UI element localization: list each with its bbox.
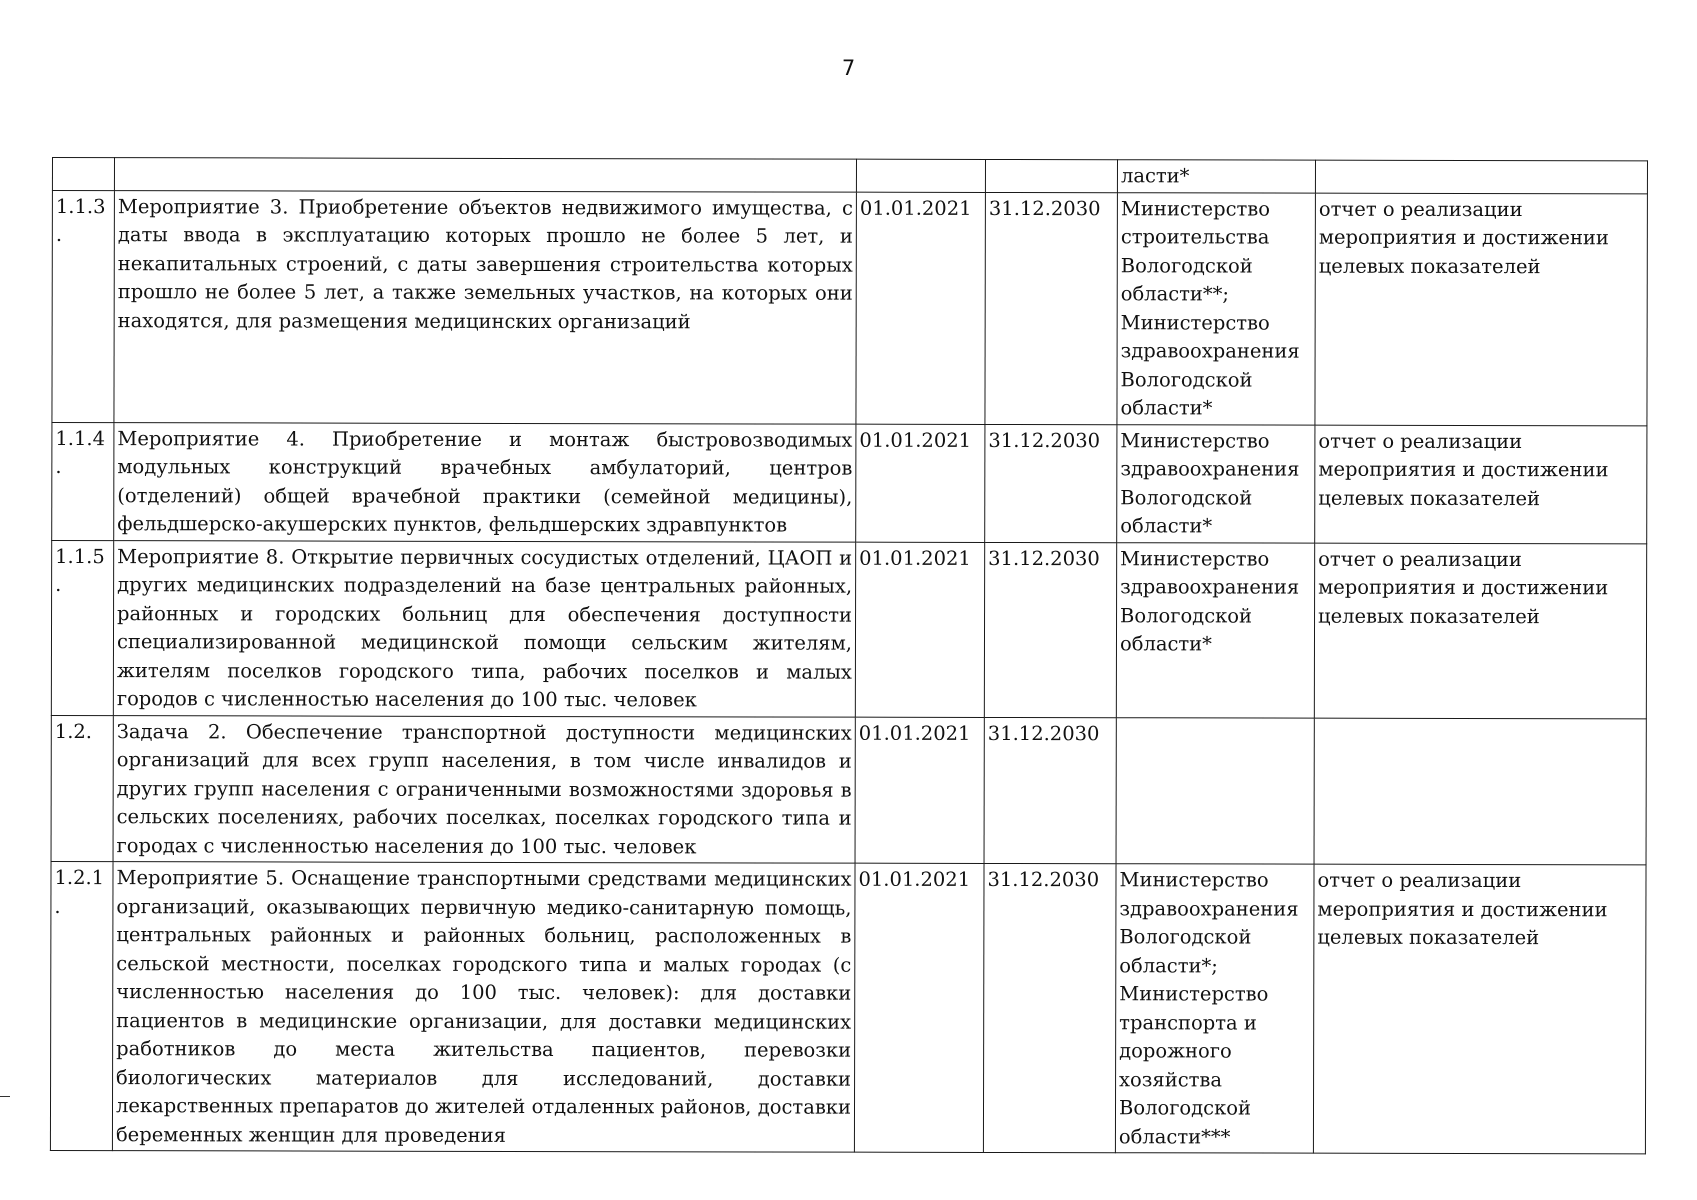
row-number: 1.2.: [51, 715, 113, 862]
measure-name: Мероприятие 4. Приобретение и монтаж быстровозводимых модульных конструкций врачебных амбулаторий, центров (отделений) общей врачебной практики (семейной медицины), фельдшерско-акушерских пунктов, фельдшерских здравпунктов: [114, 422, 856, 542]
end-date: 31.12.2030: [984, 717, 1116, 864]
margin-tick-mark: [0, 1096, 10, 1097]
responsible-executor: Министерство здравоохранения Вологодской области*: [1117, 424, 1315, 542]
expected-result: отчет о реализации мероприятия и достижении целевых показателей: [1315, 425, 1647, 544]
expected-result: [1314, 718, 1646, 865]
start-date: 01.01.2021: [854, 863, 984, 1152]
measure-name: Задача 2. Обеспечение транспортной доступности медицинских организаций для всех групп населения, в том числе инвалидов и других групп населения с ограниченными возможностями здоровья в сельских поселениях, рабочих поселках, поселках городского типа и городах с численностью населения до 100 тыс. человек: [113, 715, 855, 863]
start-date: [856, 159, 985, 192]
table-row: [52, 158, 1647, 194]
row-number: 1.1.3.: [52, 190, 114, 422]
end-date: [985, 159, 1117, 192]
start-date: 01.01.2021: [855, 717, 984, 864]
table-row: [51, 715, 1646, 865]
row-number: 1.2.1.: [50, 861, 113, 1150]
end-date: 31.12.2030: [985, 424, 1117, 542]
table-row: [50, 861, 1646, 1153]
table-row: [52, 422, 1647, 543]
expected-result: отчет о реализации мероприятия и достижении целевых показателей: [1313, 864, 1646, 1154]
measure-name: Мероприятие 3. Приобретение объектов недвижимого имущества, с даты ввода в эксплуатацию которых прошло не более 5 лет, и некапитальных строений, с даты завершения строительства которых прошло не более 5 лет, а также земельных участков, на которых они находятся, для размещения медицинских организаций: [114, 190, 856, 424]
measure-name: Мероприятие 8. Открытие первичных сосудистых отделений, ЦАОП и других медицинских подразделений на базе центральных районных, районных и городских больниц для обеспечения доступности специализированной медицинской помощи сельским жителям, жителям поселков городского типа, рабочих поселков и малых городов с численностью населения до 100 тыс. человек: [113, 540, 855, 717]
row-number: 1.1.5.: [51, 540, 113, 715]
page-number: 7: [841, 56, 856, 80]
table-row: [51, 540, 1646, 718]
expected-result: [1315, 160, 1647, 193]
responsible-executor: Министерство строительства Вологодской области**; Министерство здравоохранения Вологодской области*: [1117, 192, 1315, 424]
responsible-executor: Министерство здравоохранения Вологодской области*: [1116, 542, 1314, 717]
start-date: 01.01.2021: [856, 424, 985, 542]
responsible-executor: [1116, 717, 1314, 864]
measure-name: [114, 158, 856, 192]
responsible-executor: Министерство здравоохранения Вологодской области*; Министерство транспорта и дорожного хозяйства Вологодской области***: [1115, 864, 1314, 1153]
end-date: 31.12.2030: [984, 542, 1116, 717]
start-date: 01.01.2021: [855, 542, 984, 717]
end-date: 31.12.2030: [983, 863, 1116, 1152]
row-number: 1.1.4.: [52, 422, 114, 540]
responsible-executor: ласти*: [1117, 160, 1315, 193]
start-date: 01.01.2021: [856, 192, 985, 424]
row-number: [52, 158, 114, 191]
measure-name: Мероприятие 5. Оснащение транспортными средствами медицинских организаций, оказывающих первичную медико-санитарную помощь, центральных районных и районных больниц, расположенных в сельской местности, поселках городского типа и малых городах (с численностью населения до 100 тыс. человек): для доставки пациентов в медицинские организации, для доставки медицинских работников до места жительства пациентов, перевозки биологических материалов для исследований, доставки лекарственных препаратов до жителей отдаленных районов, доставки беременных женщин для проведения: [112, 862, 855, 1153]
expected-result: отчет о реализации мероприятия и достижении целевых показателей: [1315, 193, 1647, 426]
table-row: [52, 190, 1647, 425]
measures-table: [50, 157, 1648, 1154]
expected-result: отчет о реализации мероприятия и достижении целевых показателей: [1314, 543, 1646, 719]
end-date: 31.12.2030: [985, 192, 1117, 424]
